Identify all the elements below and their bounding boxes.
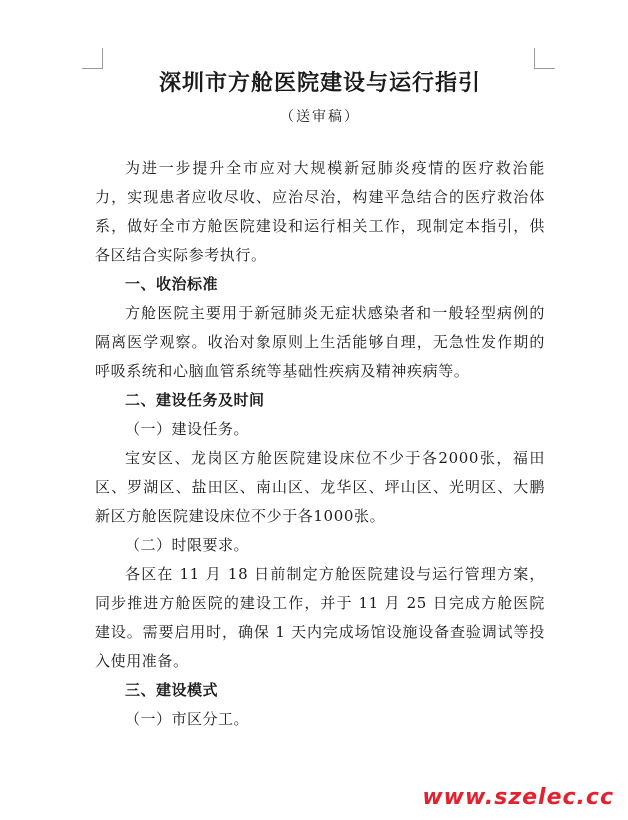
site-watermark: www.szelec.cc	[422, 785, 614, 810]
paragraph-deadline: 各区在 11 月 18 日前制定方舱医院建设与运行管理方案，同步推进方舱医院的建设工作，并于 11 月 25 日完成方舱医院建设。需要启用时，确保 1 天内完成场馆设施设备查验调试等投入使用准备。	[95, 565, 545, 670]
subsection-heading-tasks: （一）建设任务。	[125, 420, 250, 438]
section-heading-admission-criteria: 一、收治标准	[125, 275, 219, 293]
subsection-heading-division: （一）市区分工。	[125, 710, 250, 728]
section-heading-construction-mode: 三、建设模式	[125, 681, 219, 699]
document-title: 深圳市方舱医院建设与运行指引	[158, 70, 481, 96]
section-heading-construction-tasks: 二、建设任务及时间	[125, 391, 265, 409]
document-body	[95, 154, 545, 734]
document-subtitle: （送审稿）	[280, 109, 360, 125]
subsection-heading-deadline: （二）时限要求。	[125, 536, 250, 554]
paragraph-bed-capacity: 宝安区、龙岗区方舱医院建设床位不少于各2000张，福田区、罗湖区、盐田区、南山区、龙华区、坪山区、光明区、大鹏新区方舱医院建设床位不少于各1000张。	[95, 449, 545, 525]
paragraph-intro: 为进一步提升全市应对大规模新冠肺炎疫情的医疗救治能力，实现患者应收尽收、应治尽治，构建平急结合的医疗救治体系，做好全市方舱医院建设和运行相关工作，现制定本指引，供各区结合实际参考执行。	[95, 159, 545, 264]
paragraph-admission-criteria: 方舱医院主要用于新冠肺炎无症状感染者和一般轻型病例的隔离医学观察。收治对象原则上生活能够自理，无急性发作期的呼吸系统和心脑血管系统等基础性疾病及精神疾病等。	[95, 304, 545, 380]
document-content	[95, 66, 545, 734]
